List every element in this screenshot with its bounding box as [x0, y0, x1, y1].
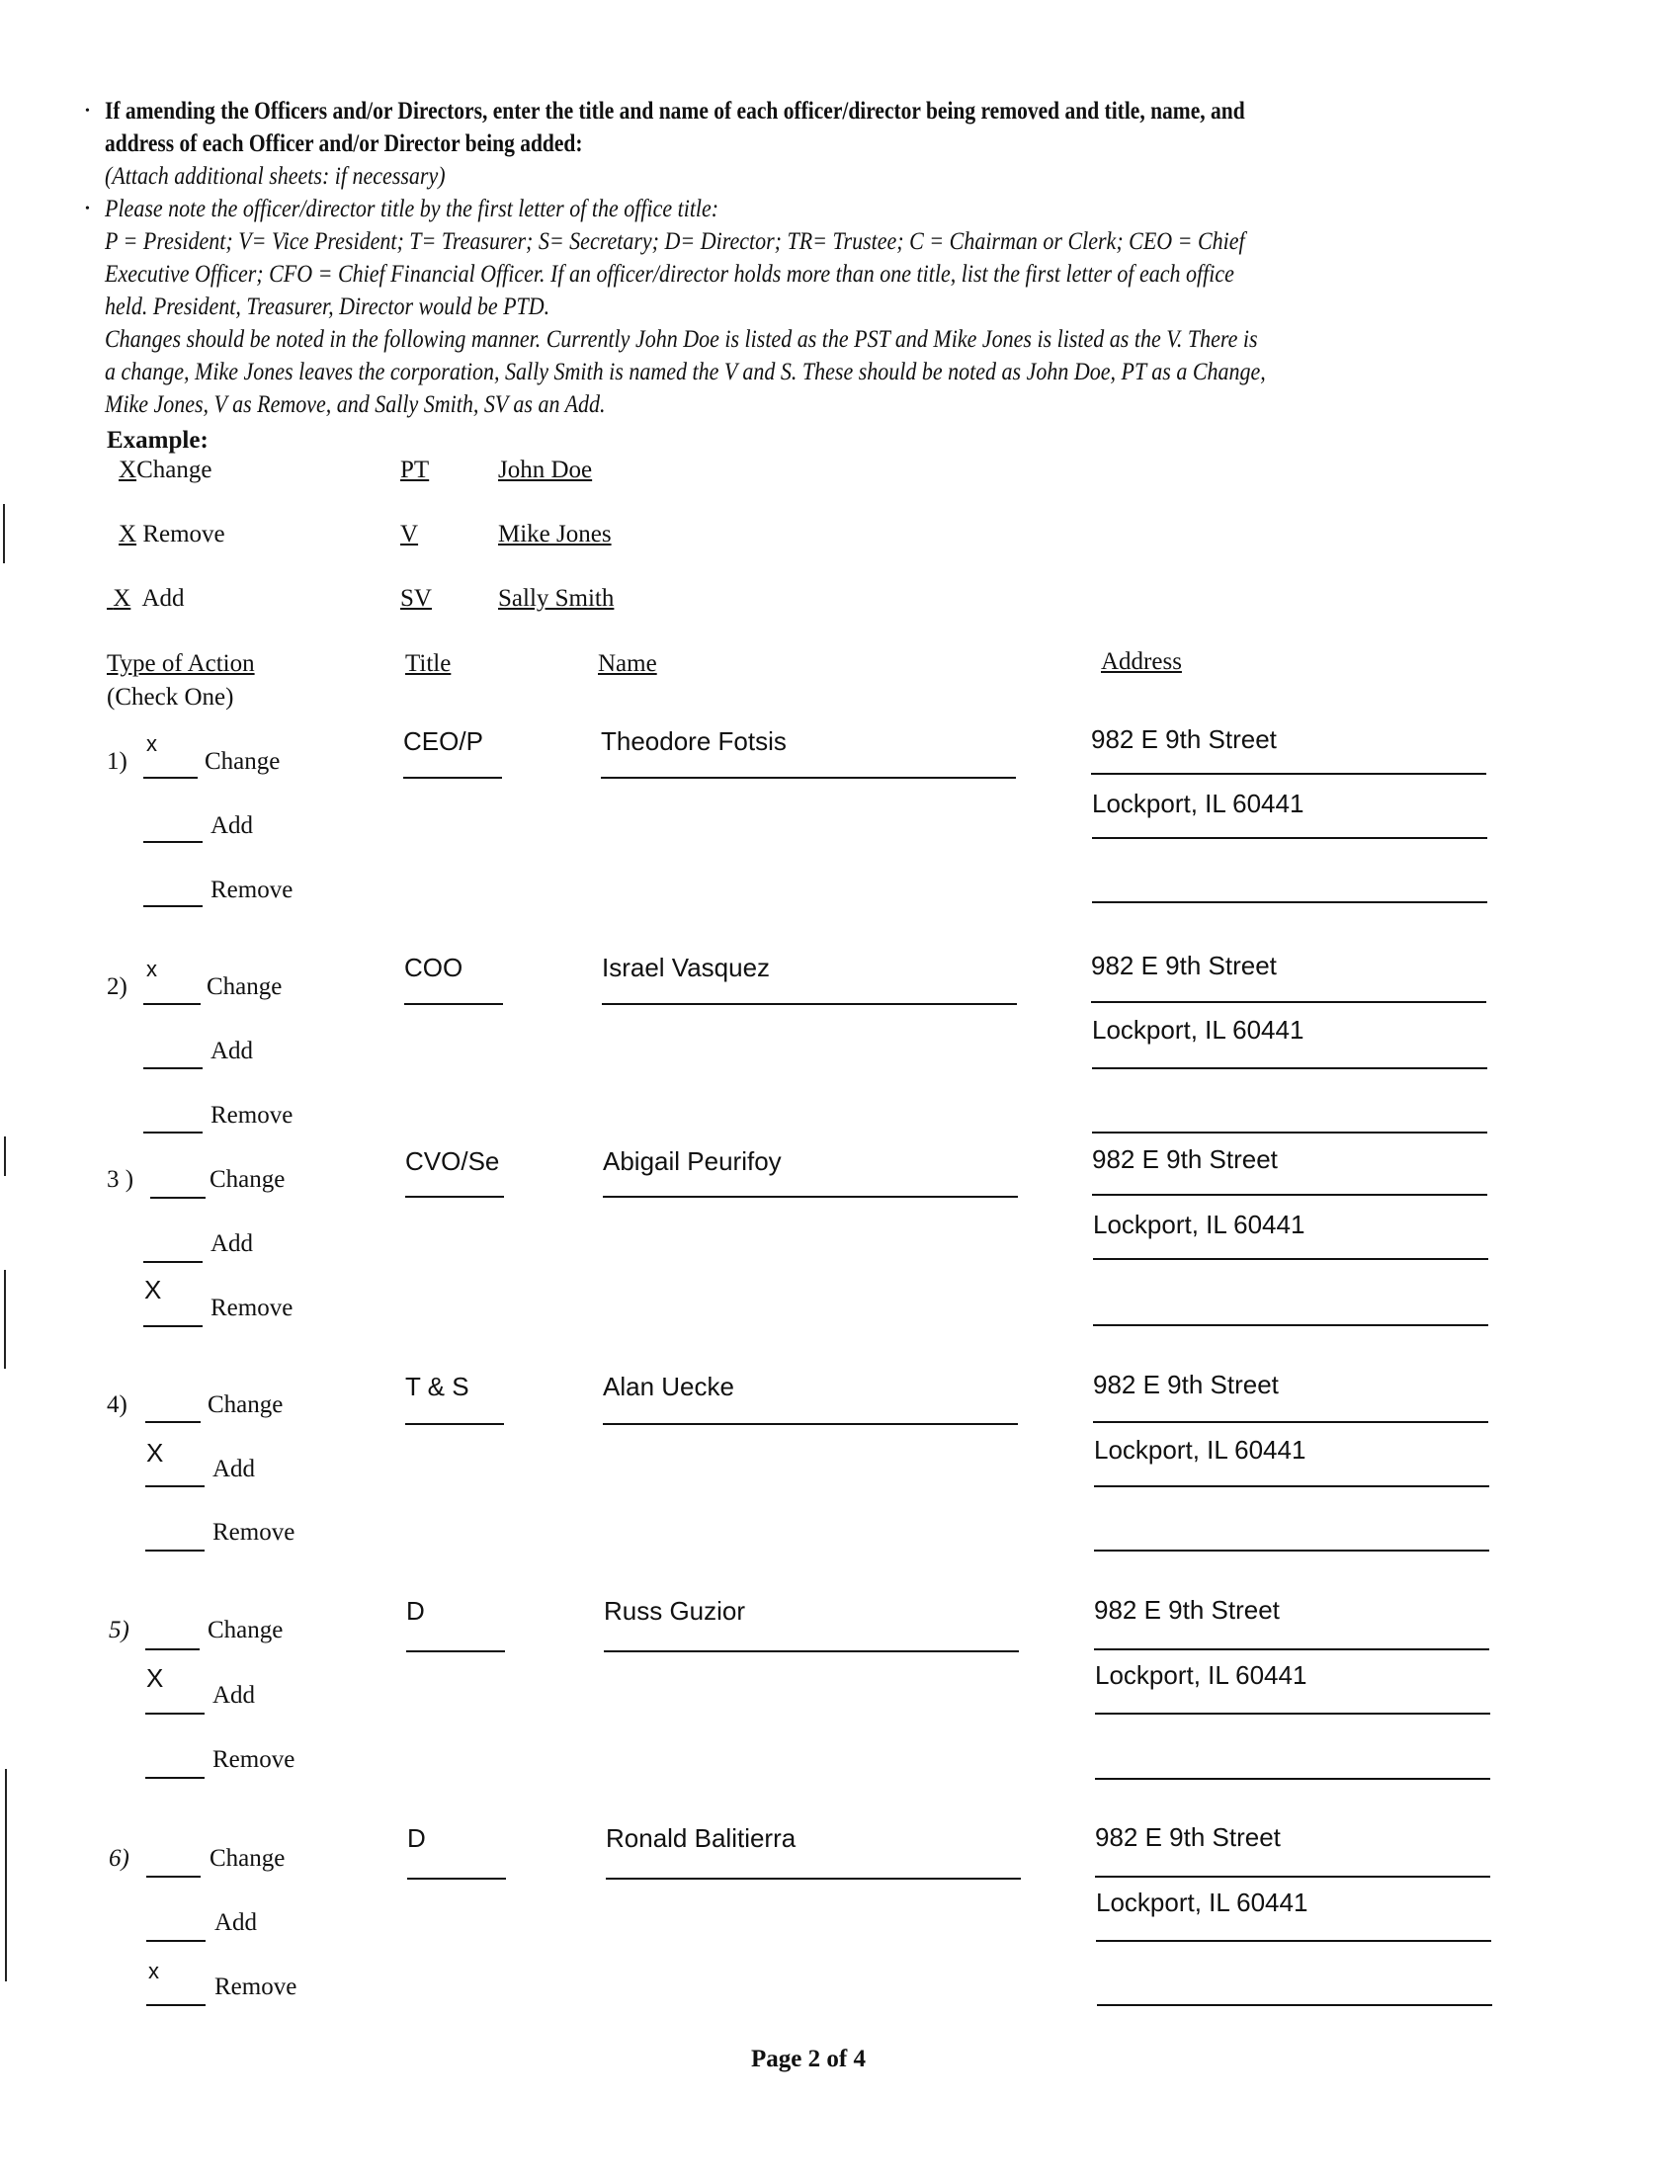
example-mark: X: [119, 457, 137, 483]
add-blank[interactable]: [143, 1261, 203, 1263]
entry-number: 4): [107, 1391, 127, 1418]
address-line-3-rule: [1092, 901, 1487, 903]
example-action: Remove: [142, 521, 225, 547]
action-remove-label: Remove: [212, 1519, 295, 1546]
name-line: [602, 1003, 1017, 1005]
address-line-1-rule: [1091, 1001, 1486, 1003]
title-legend-line-1: P = President; V= Vice President; T= Treasurer; S= Secretary; D= Director; TR= Trustee; C = Chairman or Clerk; CEO = Chief: [105, 228, 1245, 255]
change-blank[interactable]: [143, 777, 198, 779]
action-remove-label: Remove: [214, 1974, 297, 2000]
address-line-2: Lockport, IL 60441: [1093, 1210, 1305, 1239]
address-line-1-rule: [1093, 1421, 1488, 1423]
header-title: Title: [405, 650, 452, 677]
action-remove-label: Remove: [210, 1295, 294, 1321]
example-heading: Example:: [107, 427, 209, 454]
address-line-1-rule: [1095, 1876, 1490, 1878]
address-line-1: 982 E 9th Street: [1092, 1144, 1278, 1174]
name-line: [606, 1878, 1021, 1880]
change-blank[interactable]: [150, 1197, 206, 1199]
address-line-3-rule: [1094, 1550, 1489, 1552]
instruction-heading-line-2: address of each Officer and/or Director being added:: [105, 130, 583, 157]
example-row-add: [107, 585, 185, 613]
address-line-2-rule: [1095, 1713, 1490, 1715]
action-change-label: Change: [210, 1166, 286, 1193]
address-line-1: 982 E 9th Street: [1091, 724, 1277, 754]
address-line-1-rule: [1092, 1194, 1487, 1196]
remove-blank[interactable]: [146, 2004, 206, 2006]
address-line-1: 982 E 9th Street: [1095, 1822, 1281, 1852]
entry-number: 5): [109, 1617, 129, 1643]
example-title: V: [400, 521, 419, 547]
title-legend-line-3: held. President, Treasurer, Director would be PTD.: [105, 294, 550, 320]
scan-artifact: [4, 1136, 6, 1176]
check-mark-add: X: [146, 1663, 164, 1693]
officer-name: Israel Vasquez: [602, 953, 771, 982]
example-name: Sally Smith: [498, 585, 615, 612]
header-address: Address: [1101, 648, 1182, 675]
change-blank[interactable]: [145, 1421, 201, 1423]
action-add-label: Add: [212, 1682, 256, 1709]
officer-title: COO: [404, 953, 463, 982]
entry-number: 2): [107, 973, 127, 1000]
action-add-label: Add: [212, 1456, 256, 1482]
example-action: Add: [141, 585, 185, 612]
instructions-block: [85, 95, 1587, 421]
header-name: Name: [598, 650, 657, 677]
add-blank[interactable]: [143, 1067, 203, 1069]
address-line-1: 982 E 9th Street: [1094, 1595, 1280, 1625]
address-line-2: Lockport, IL 60441: [1094, 1435, 1306, 1465]
officer-title: D: [406, 1596, 425, 1626]
entry-number: 1): [107, 748, 127, 775]
address-line-2: Lockport, IL 60441: [1096, 1888, 1308, 1917]
title-line: [405, 1423, 504, 1425]
address-line-2-rule: [1094, 1485, 1489, 1487]
entry-number: 3 ): [107, 1166, 134, 1193]
action-change-label: Change: [208, 1391, 284, 1418]
attach-note: (Attach additional sheets: if necessary): [105, 163, 446, 190]
page-number: Page 2 of 4: [751, 2046, 866, 2072]
remove-blank[interactable]: [143, 1132, 203, 1134]
officer-name: Theodore Fotsis: [601, 726, 787, 756]
title-line: [405, 1196, 504, 1198]
add-blank[interactable]: [145, 1485, 205, 1487]
action-add-label: Add: [210, 812, 254, 839]
example-row-change: [119, 457, 211, 484]
address-line-2-rule: [1092, 1067, 1487, 1069]
title-line: [403, 777, 502, 779]
action-change-label: Change: [208, 1617, 284, 1643]
add-blank[interactable]: [143, 841, 203, 843]
scan-artifact: [3, 504, 5, 563]
title-line: [406, 1650, 505, 1652]
check-mark-add: X: [146, 1438, 164, 1468]
action-add-label: Add: [214, 1909, 258, 1936]
remove-blank[interactable]: [143, 905, 203, 907]
action-add-label: Add: [210, 1230, 254, 1257]
bullet-mark: •: [85, 104, 90, 119]
address-line-2: Lockport, IL 60441: [1092, 1015, 1304, 1045]
change-blank[interactable]: [146, 1876, 201, 1878]
officer-name: Abigail Peurifoy: [603, 1146, 782, 1176]
address-line-3-rule: [1095, 1778, 1490, 1780]
officer-title: D: [407, 1823, 426, 1853]
changes-note-line-3: Mike Jones, V as Remove, and Sally Smith, SV as an Add.: [105, 391, 606, 418]
title-note: Please note the officer/director title by the first letter of the office title:: [105, 196, 719, 222]
action-change-label: Change: [210, 1845, 286, 1872]
address-line-2: Lockport, IL 60441: [1092, 789, 1304, 818]
check-mark-remove: x: [148, 1959, 159, 1983]
name-line: [603, 1196, 1018, 1198]
title-legend-line-2: Executive Officer; CFO = Chief Financial Officer. If an officer/director holds more than one title, list the first letter of each office: [105, 261, 1234, 288]
changes-note-line-2: a change, Mike Jones leaves the corporation, Sally Smith is named the V and S. These should be noted as John Doe, PT as a Change,: [105, 359, 1266, 385]
title-line: [404, 1003, 503, 1005]
officer-name: Russ Guzior: [604, 1596, 746, 1626]
instruction-heading-line-1: If amending the Officers and/or Directors, enter the title and name of each officer/director being removed and title, name, and: [105, 98, 1245, 125]
officer-title: CEO/P: [403, 726, 483, 756]
example-title: PT: [400, 457, 430, 483]
example-action: Change: [136, 457, 212, 483]
title-line: [407, 1878, 506, 1880]
remove-blank[interactable]: [143, 1325, 203, 1327]
add-blank[interactable]: [145, 1713, 205, 1715]
scan-artifact: [4, 1270, 6, 1369]
address-line-2-rule: [1092, 837, 1487, 839]
officer-name: Ronald Balitierra: [606, 1823, 797, 1853]
header-check-one: (Check One): [107, 684, 234, 711]
example-title: SV: [400, 585, 432, 612]
example-mark: X: [113, 585, 131, 612]
remove-blank[interactable]: [145, 1550, 205, 1552]
bullet-mark: •: [85, 202, 90, 216]
action-remove-label: Remove: [212, 1746, 295, 1773]
name-line: [601, 777, 1016, 779]
action-change-label: Change: [205, 748, 281, 775]
add-blank[interactable]: [146, 1940, 206, 1942]
name-line: [604, 1650, 1019, 1652]
address-line-3-rule: [1097, 2004, 1492, 2006]
address-line-1: 982 E 9th Street: [1091, 951, 1277, 980]
address-line-1-rule: [1094, 1648, 1489, 1650]
change-blank[interactable]: [145, 1648, 200, 1650]
example-name: John Doe: [498, 457, 593, 483]
example-mark: X: [119, 521, 137, 547]
address-line-2-rule: [1096, 1940, 1491, 1942]
example-name: Mike Jones: [498, 521, 612, 547]
address-line-1: 982 E 9th Street: [1093, 1370, 1279, 1399]
header-type-of-action: Type of Action: [107, 650, 255, 677]
officer-title: T & S: [405, 1372, 469, 1401]
address-line-1-rule: [1091, 773, 1486, 775]
change-blank[interactable]: [143, 1003, 201, 1005]
address-line-2: Lockport, IL 60441: [1095, 1660, 1307, 1690]
example-row-remove: [119, 521, 225, 548]
action-change-label: Change: [207, 973, 283, 1000]
action-remove-label: Remove: [210, 1102, 294, 1129]
address-line-3-rule: [1093, 1324, 1488, 1326]
action-remove-label: Remove: [210, 877, 294, 903]
scan-artifact: [5, 1769, 7, 1981]
check-mark-change: x: [146, 957, 157, 981]
action-add-label: Add: [210, 1038, 254, 1064]
changes-note-line-1: Changes should be noted in the following manner. Currently John Doe is listed as the PST and Mike Jones is listed as the V. There is: [105, 326, 1258, 353]
name-line: [603, 1423, 1018, 1425]
officer-name: Alan Uecke: [603, 1372, 734, 1401]
address-line-3-rule: [1092, 1132, 1487, 1134]
check-mark-remove: X: [144, 1275, 162, 1304]
remove-blank[interactable]: [145, 1777, 205, 1779]
officer-title: CVO/Se: [405, 1146, 500, 1176]
address-line-2-rule: [1093, 1258, 1488, 1260]
entry-number: 6): [109, 1845, 129, 1872]
check-mark-change: x: [146, 731, 157, 756]
